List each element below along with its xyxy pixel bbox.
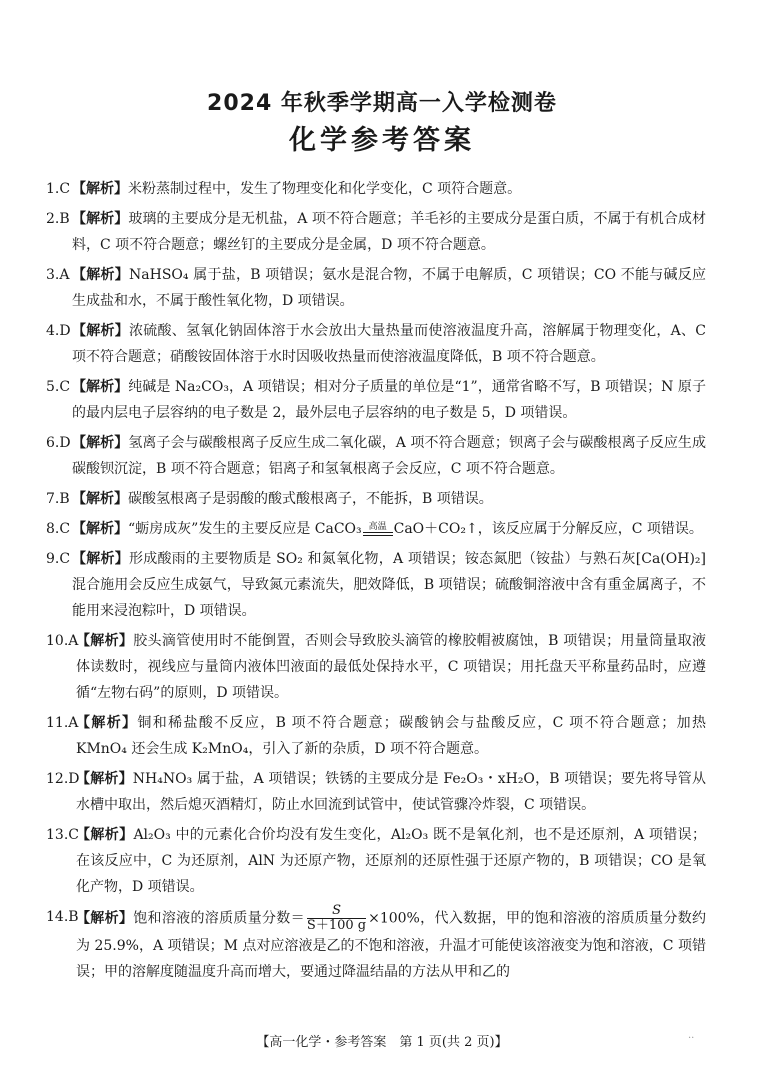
answer-item-10 — [46, 628, 706, 706]
analysis-tag: 【解析】 — [76, 715, 138, 731]
answer-item-4 — [46, 318, 706, 370]
answer-text: Al₂O₃ 中的元素化合价均没有发生变化，Al₂O₃ 既不是氧化剂，也不是还原剂，A 项错误；在该反应中，C 为还原剂，AlN 为还原产物，还原剂的还原性强于还原产物的，B 项错误；CO 是氧化产物，D 项错误。 — [76, 827, 706, 895]
answer-text: 玻璃的主要成分是无机盐，A 项不符合题意；羊毛衫的主要成分是蛋白质，不属于有机合成材料，C 项不符合题意；螺丝钉的主要成分是金属，D 项不符合题意。 — [72, 211, 706, 253]
answer-number: 1.C — [46, 181, 71, 197]
answer-item-1 — [46, 176, 706, 202]
analysis-tag: 【解析】 — [72, 491, 128, 507]
answer-text: 氢离子会与碳酸根离子反应生成二氧化碳，A 项不符合题意；钡离子会与碳酸根离子反应生成碳酸钡沉淀，B 项不符合题意；铝离子和氢氧根离子会反应，C 项不符合题意。 — [72, 435, 706, 477]
answer-item-6 — [46, 430, 706, 482]
answer-item-13 — [46, 822, 706, 900]
page-footer: 【高一化学・参考答案 第 1 页(共 2 页)】 — [256, 1035, 508, 1050]
answer-number: 14.B — [46, 909, 79, 925]
answer-number: 4.D — [46, 323, 71, 339]
answer-item-3 — [46, 262, 706, 314]
answer-number: 6.D — [46, 435, 71, 451]
analysis-tag: 【解析】 — [72, 435, 129, 451]
answer-text: NaHSO₄ 属于盐，B 项错误；氨水是混合物，不属于电解质，C 项错误；CO 不能与碱反应生成盐和水，不属于酸性氧化物，D 项错误。 — [72, 267, 707, 309]
answer-number: 5.C — [46, 379, 71, 395]
analysis-tag: 【解析】 — [72, 267, 130, 283]
answer-number: 9.C — [46, 551, 71, 567]
analysis-tag: 【解析】 — [72, 379, 129, 395]
analysis-tag: 【解析】 — [76, 910, 134, 927]
analysis-tag: 【解析】 — [72, 551, 129, 567]
answer-text: 胶头滴管使用时不能倒置，否则会导致胶头滴管的橡胶帽被腐蚀，B 项错误；用量筒量取液体读数时，视线应与量筒内液体凹液面的最低处保持水平，C 项错误；用托盘天平称量药品时，应遵循“左物右码”的原则，D 项错误。 — [76, 633, 706, 701]
answer-text: 铜和稀盐酸不反应，B 项不符合题意；碳酸钠会与盐酸反应，C 项不符合题意；加热 KMnO₄ 还会生成 K₂MnO₄，引入了新的杂质，D 项不符合题意。 — [76, 715, 707, 757]
answer-text: 形成酸雨的主要物质是 SO₂ 和氮氧化物，A 项错误；铵态氮肥（铵盐）与熟石灰[Ca(OH)₂]混合施用会反应生成氨气，导致氮元素流失，肥效降低，B 项错误；硫酸铜溶液中含有重金属离子，不能用来浸泡粽叶，D 项错误。 — [72, 551, 706, 619]
answer-number: 8.C — [46, 521, 71, 537]
answer-item-9 — [46, 546, 706, 624]
analysis-tag: 【解析】 — [72, 181, 128, 197]
answer-number: 7.B — [46, 491, 70, 507]
answer-text: CaO＋CO₂↑，该反应属于分解反应，C 项错误。 — [393, 521, 703, 537]
analysis-tag: 【解析】 — [72, 521, 128, 537]
answer-number: 10.A — [46, 633, 79, 649]
analysis-tag: 【解析】 — [72, 323, 130, 339]
page-subtitle: 化学参考答案 — [289, 125, 475, 156]
answer-number: 12.D — [46, 771, 80, 787]
answer-number: 2.B — [46, 211, 70, 227]
reaction-condition: 高温 — [368, 522, 387, 532]
answer-text: 纯碱是 Na₂CO₃，A 项错误；相对分子质量的单位是“1”，通常省略不写，B 项错误；N 原子的最内层电子层容纳的电子数是 2，最外层电子层容纳的电子数是 5，D 项错误。 — [72, 379, 706, 421]
answer-item-5 — [46, 374, 706, 426]
reaction-arrow — [363, 522, 393, 536]
answer-number: 11.A — [46, 715, 79, 731]
answer-text: 浓硫酸、氢氧化钠固体溶于水会放出大量热量而使溶液温度升高，溶解属于物理变化，A、C 项不符合题意；硝酸铵固体溶于水时因吸收热量而使溶液温度降低，B 项不符合题意。 — [72, 323, 706, 365]
answer-item-14 — [46, 904, 706, 985]
equals-bar — [363, 532, 393, 536]
corner-mark: .. — [688, 1030, 695, 1041]
answer-item-2 — [46, 206, 706, 258]
fraction-denominator: S＋100 g — [306, 918, 367, 933]
analysis-tag: 【解析】 — [76, 827, 134, 843]
answer-item-8 — [46, 516, 706, 542]
page-title: 2024 年秋季学期高一入学检测卷 — [207, 91, 557, 116]
answer-item-12 — [46, 766, 706, 818]
answer-text: 饱和溶液的溶质质量分数＝ — [133, 910, 305, 927]
analysis-tag: 【解析】 — [76, 633, 134, 649]
analysis-tag: 【解析】 — [76, 771, 133, 787]
fraction-numerator: S — [307, 904, 366, 919]
answer-item-7 — [46, 486, 706, 512]
answer-text: 米粉蒸制过程中，发生了物理变化和化学变化，C 项符合题意。 — [128, 181, 522, 197]
answer-text: 碳酸氢根离子是弱酸的酸式酸根离子，不能拆，B 项错误。 — [128, 491, 493, 507]
answer-text: NH₄NO₃ 属于盐，A 项错误；铁锈的主要成分是 Fe₂O₃・xH₂O，B 项错误；要先将导管从水槽中取出，然后熄灭酒精灯，防止水回流到试管中，使试管骤冷炸裂，C 项错误。 — [76, 771, 707, 813]
mass-fraction-formula — [307, 904, 366, 933]
answer-list — [46, 176, 706, 989]
answer-text: ×100%，代入数据，甲的饱和溶液的溶质质量分数约为 25.9%，A 项错误；M 点对应溶液是乙的不饱和溶液，升温才可能使该溶液变为饱和溶液，C 项错误；甲的溶解度随温度升高而增大，要通过降温结晶的方法从甲和乙的 — [76, 910, 707, 980]
answer-text: “蛎房成灰”发生的主要反应是 CaCO₃ — [128, 521, 362, 537]
answer-number: 13.C — [46, 827, 79, 843]
answer-number: 3.A — [46, 267, 70, 283]
analysis-tag: 【解析】 — [72, 211, 129, 227]
answer-item-11 — [46, 710, 706, 762]
